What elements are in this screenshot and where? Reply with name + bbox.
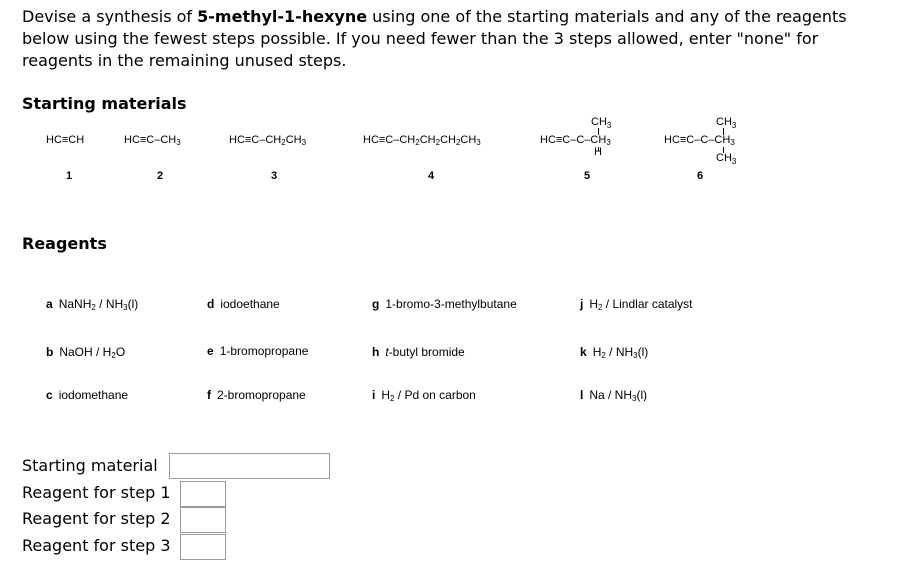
reagent-b: b NaOH / $H_2O$ xyxy=(46,345,126,360)
starting-material-2-number: 2 xyxy=(157,170,164,182)
starting-material-4-number: 4 xyxy=(428,170,435,182)
starting-materials-title: Starting materials xyxy=(22,94,187,113)
step2-input[interactable] xyxy=(180,507,226,533)
reagent-k: k $H_2 / NH_3(l)$ xyxy=(580,345,649,360)
step3-label: Reagent for step 3 xyxy=(22,536,171,555)
reagents-title: Reagents xyxy=(22,234,107,253)
step1-label: Reagent for step 1 xyxy=(22,483,171,502)
step3-input[interactable] xyxy=(180,534,226,560)
target-compound: 5-methyl-1-hexyne xyxy=(197,7,368,26)
starting-material-1-number: 1 xyxy=(66,170,73,182)
reagent-a: a NaNH$_2$ / $NH_3(l)$ xyxy=(46,297,139,312)
reagent-g: g 1-bromo-3-methylbutane xyxy=(372,297,517,311)
starting-material-3-number: 3 xyxy=(271,170,278,182)
reagent-l: l Na / $NH_3(l)$ xyxy=(580,388,648,403)
starting-material-5-number: 5 xyxy=(584,170,591,182)
reagent-i: i $H_2$ / Pd on carbon xyxy=(372,388,476,403)
starting-material-1: HC≡CH xyxy=(46,134,85,146)
starting-material-input[interactable] xyxy=(169,453,330,479)
reagent-c: c iodomethane xyxy=(46,388,129,402)
reagent-h: h t-butyl bromide xyxy=(372,345,465,359)
question-intro: Devise a synthesis of xyxy=(22,7,198,26)
starting-material-4: $HC\equiv C-CH_2CH_2CH_2CH_3$ xyxy=(363,134,481,147)
step1-input[interactable] xyxy=(180,481,226,507)
starting-material-3: $HC\equiv C-CH_2CH_3$ xyxy=(229,134,307,147)
reagent-f: f 2-bromopropane xyxy=(207,388,306,402)
starting-material-2: $HC\equiv C-CH_3$ xyxy=(124,134,181,147)
step2-label: Reagent for step 2 xyxy=(22,509,171,528)
starting-material-label: Starting material xyxy=(22,456,158,475)
starting-material-6-number: 6 xyxy=(697,170,704,182)
reagent-e: e 1-bromopropane xyxy=(207,344,309,358)
question-text xyxy=(22,6,892,72)
question-rest: using one of the starting materials and any of the reagents below using the fewest steps possible. If you need fewer than the 3 steps allowed, enter "none" for reagents in the remaining unused steps. xyxy=(22,7,847,70)
reagent-d: d iodoethane xyxy=(207,297,280,311)
reagent-j: j $H_2$ / Lindlar catalyst xyxy=(580,297,693,312)
